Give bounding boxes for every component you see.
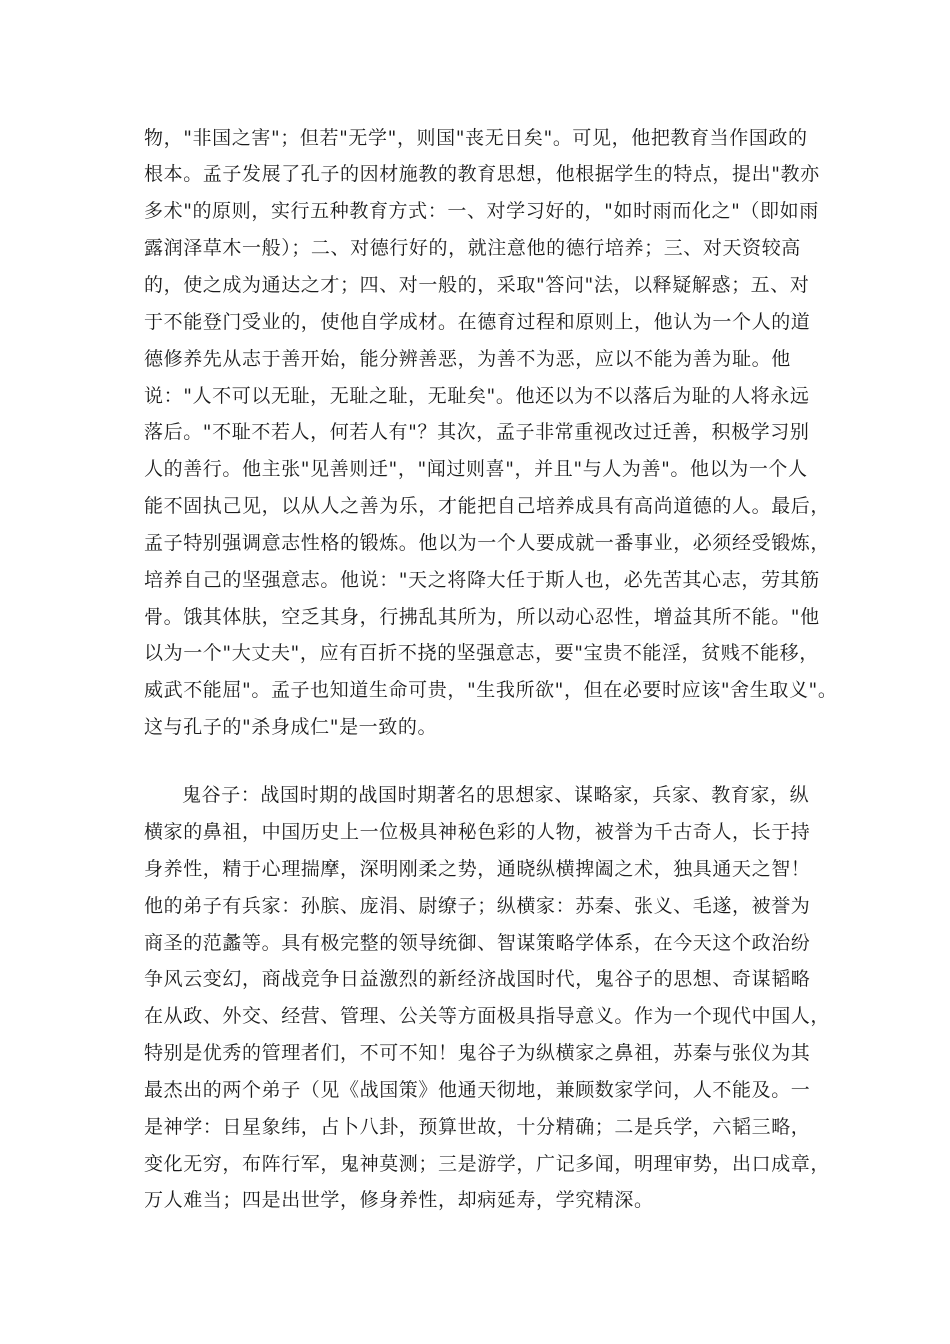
text-line: 露润泽草木一般）；二、对德行好的，就注意他的德行培养；三、对天资较高 — [144, 237, 801, 259]
text-line: 骨。饿其体肤，空乏其身，行拂乱其所为，所以动心忍性，增益其所不能。"他 — [144, 606, 820, 628]
text-line: 威武不能屈"。孟子也知道生命可贵，"生我所欲"，但在必要时应该"舍生取义"。 — [144, 679, 838, 701]
text-line: 的，使之成为通达之才；四、对一般的，采取"答问"法，以释疑解惑；五、对 — [144, 274, 810, 296]
text-line: 根本。孟子发展了孔子的因材施教的教育思想，他根据学生的特点，提出"教亦 — [144, 163, 820, 185]
text-line: 商圣的范蠡等。具有极完整的领导统御、智谋策略学体系，在今天这个政治纷 — [144, 932, 811, 954]
text-line: 争风云变幻，商战竞争日益激烈的新经济战国时代，鬼谷子的思想、奇谋韬略 — [144, 968, 811, 990]
text-line: 这与孔子的"杀身成仁"是一致的。 — [144, 716, 438, 738]
text-line: 横家的鼻祖，中国历史上一位极具神秘色彩的人物，被誉为千古奇人，长于持 — [144, 821, 811, 843]
text-line: 能不固执己见，以从人之善为乐，才能把自己培养成具有高尚道德的人。最后， — [144, 495, 831, 517]
text-line: 多术"的原则，实行五种教育方式：一、对学习好的，"如时雨而化之"（即如雨 — [144, 200, 819, 222]
text-line: 说："人不可以无耻，无耻之耻，无耻矣"。他还以为不以落后为耻的人将永远 — [144, 385, 810, 407]
text-line: 物，"非国之害"；但若"无学"，则国"丧无日矣"。可见，他把教育当作国政的 — [144, 127, 808, 149]
text-line: 孟子特别强调意志性格的锻炼。他以为一个人要成就一番事业，必须经受锻炼， — [144, 532, 831, 554]
text-line: 在从政、外交、经营、管理、公关等方面极具指导意义。作为一个现代中国人， — [144, 1005, 831, 1027]
text-line: 德修养先从志于善开始，能分辨善恶，为善不为恶，应以不能为善为耻。他 — [144, 348, 791, 370]
text-line: 人的善行。他主张"见善则迁"，"闻过则喜"，并且"与人为善"。他以为一个人 — [144, 458, 808, 480]
text-line: 落后。"不耻不若人，何若人有"？其次，孟子非常重视改过迁善，积极学习别 — [144, 421, 810, 443]
text-line: 他的弟子有兵家：孙膑、庞涓、尉缭子；纵横家：苏秦、张义、毛遂，被誉为 — [144, 895, 811, 917]
text-line: 特别是优秀的管理者们，不可不知！鬼谷子为纵横家之鼻祖，苏秦与张仪为其 — [144, 1042, 811, 1064]
text-line: 最杰出的两个弟子（见《战国策》他通天彻地，兼顾数家学问，人不能及。一 — [144, 1079, 811, 1101]
text-line: 变化无穷，布阵行军，鬼神莫测；三是游学，广记多闻，明理审势，出口成章， — [144, 1153, 831, 1175]
text-line: 以为一个"大丈夫"，应有百折不挠的坚强意志，要"宝贵不能淫，贫贱不能移， — [144, 642, 819, 664]
text-line: 身养性，精于心理揣摩，深明刚柔之势，通晓纵横捭阖之术，独具通天之智！ — [144, 858, 811, 880]
text-line: 万人难当；四是出世学，修身养性，却病延寿，学究精深。 — [144, 1189, 654, 1211]
text-line: 是神学：日星象纬，占卜八卦，预算世故，十分精确；二是兵学，六韬三略， — [144, 1116, 811, 1138]
text-line: 培养自己的坚强意志。他说："天之将降大任于斯人也，必先苦其心志，劳其筋 — [144, 569, 820, 591]
text-line: 鬼谷子：战国时期的战国时期著名的思想家、谋略家，兵家、教育家，纵 — [182, 784, 810, 806]
text-line: 于不能登门受业的，使他自学成材。在德育过程和原则上，他认为一个人的道 — [144, 311, 811, 333]
